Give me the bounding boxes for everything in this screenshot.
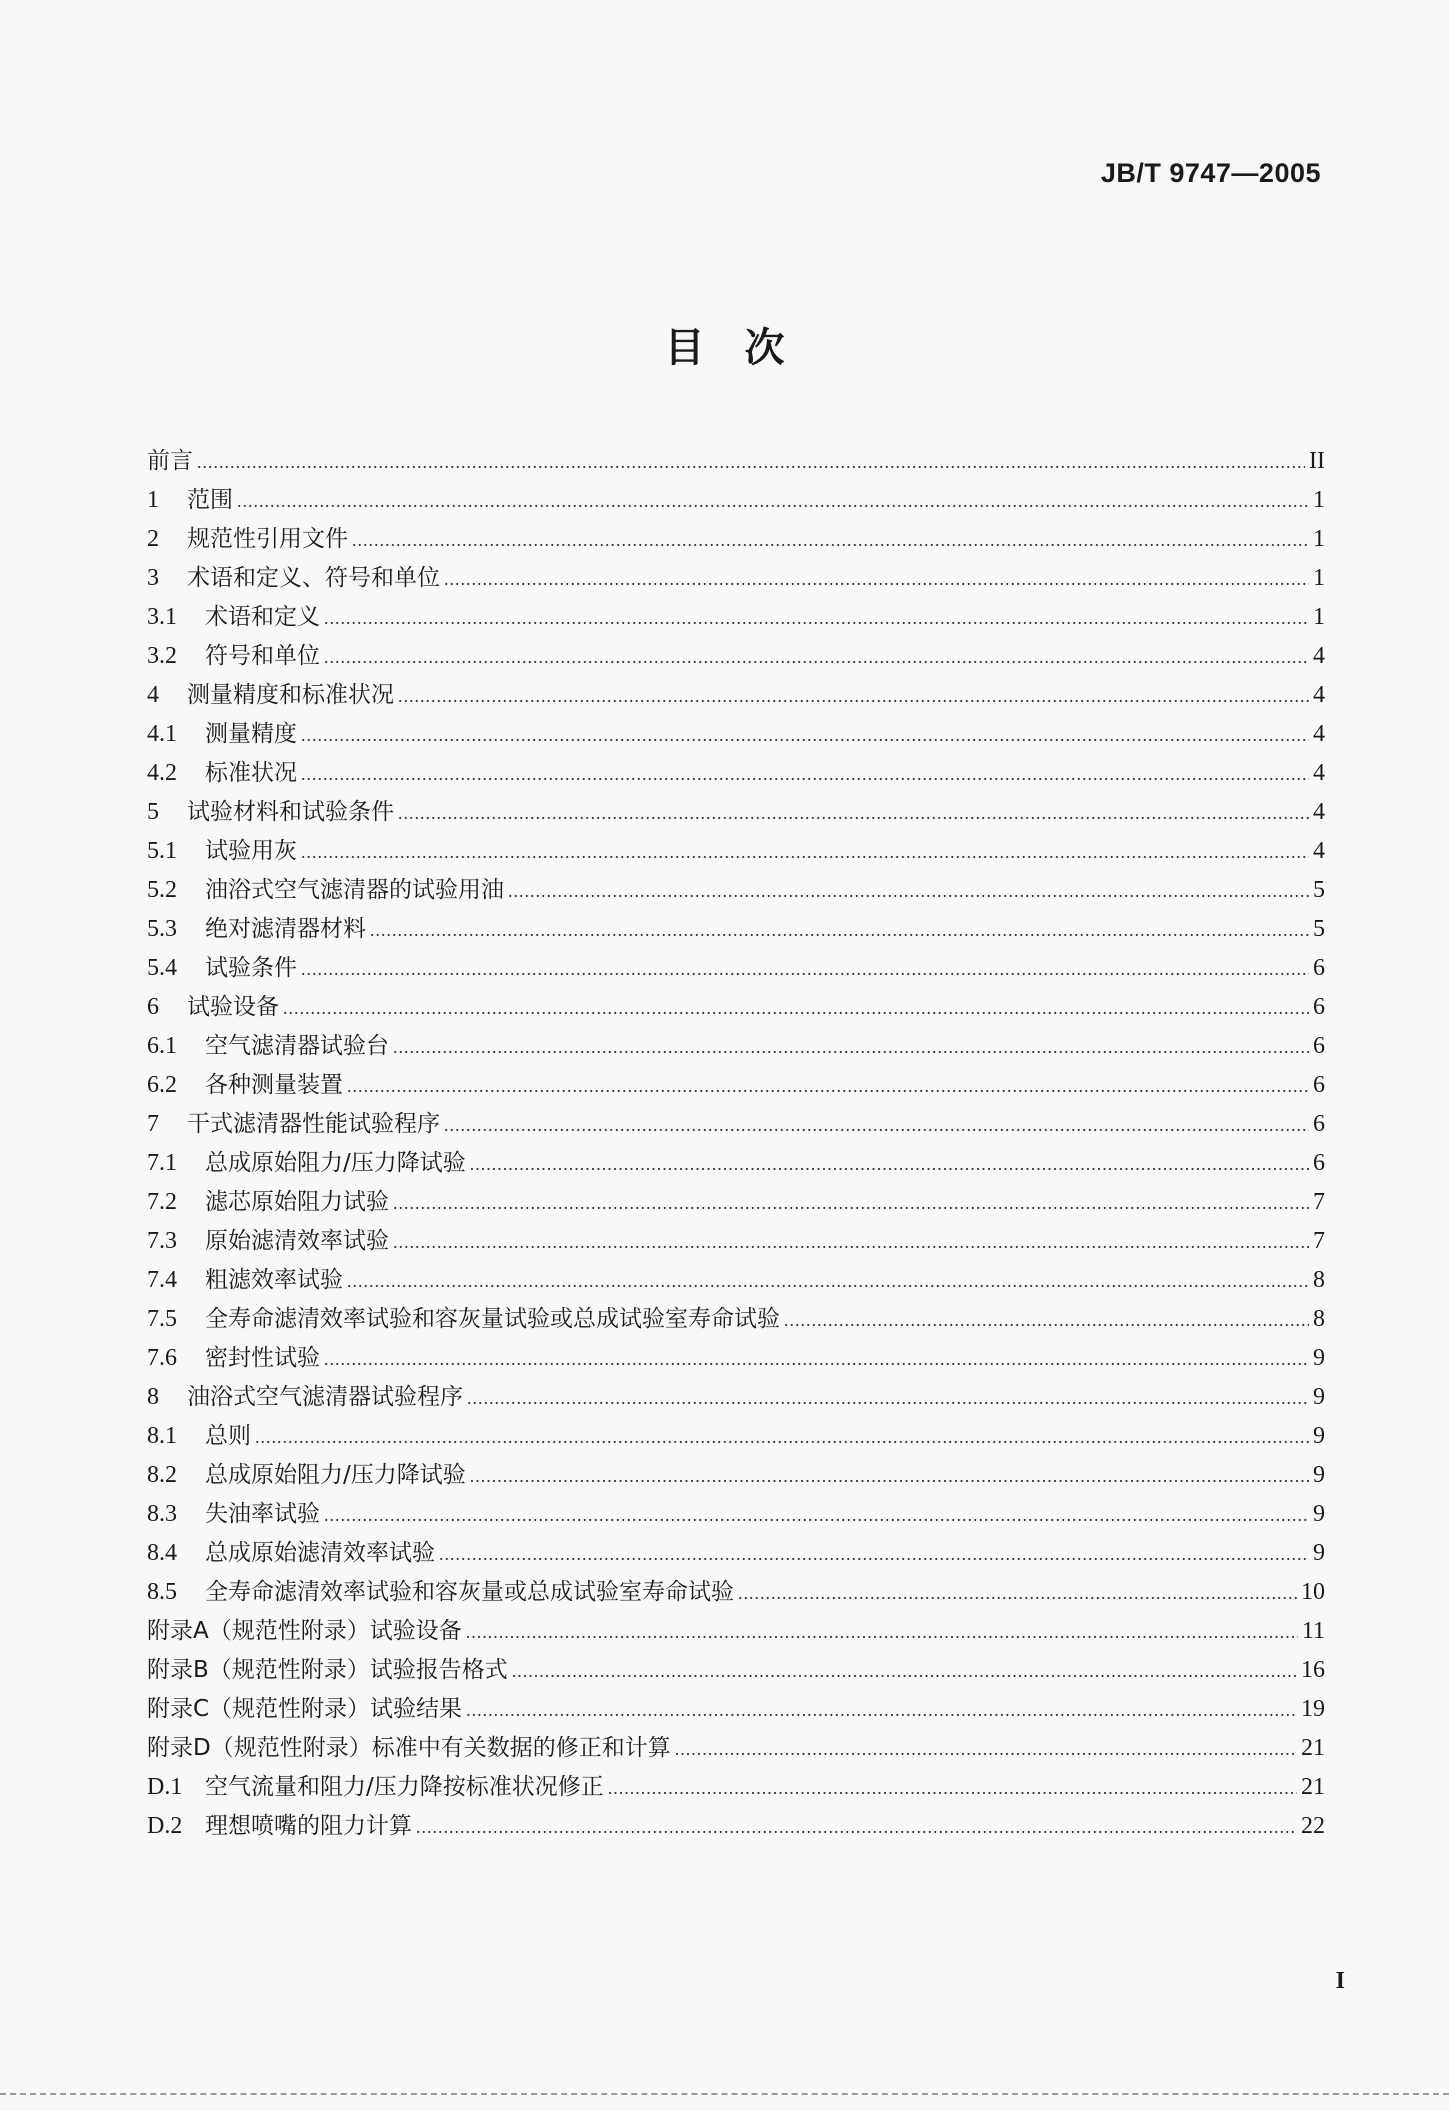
toc-entry[interactable] xyxy=(147,1339,1325,1378)
toc-entry[interactable] xyxy=(147,1261,1325,1300)
toc-entry-number: 6 xyxy=(147,994,159,1020)
toc-entry[interactable] xyxy=(147,1456,1325,1495)
toc-entry[interactable] xyxy=(147,1807,1325,1846)
toc-entry-label: 粗滤效率试验 xyxy=(205,1267,343,1293)
toc-dot-leader xyxy=(347,1067,1309,1106)
toc-entry-label: 前言 xyxy=(147,448,193,474)
toc-entry-label: 术语和定义、符号和单位 xyxy=(187,565,440,591)
toc-entry-number: 8 xyxy=(147,1384,159,1410)
toc-entry-label: 试验条件 xyxy=(205,955,297,981)
toc-entry-number: 3.2 xyxy=(147,643,177,669)
toc-dot-leader xyxy=(324,1496,1309,1535)
toc-entry-label: 各种测量装置 xyxy=(205,1072,343,1098)
toc-entry-page: 6 xyxy=(1313,955,1325,981)
toc-entry-label: 符号和单位 xyxy=(205,643,320,669)
toc-entry-label: 测量精度 xyxy=(205,721,297,747)
toc-entry-number: 7 xyxy=(147,1111,159,1137)
toc-entry-page: 6 xyxy=(1313,994,1325,1020)
toc-entry-page: 9 xyxy=(1313,1462,1325,1488)
toc-entry[interactable] xyxy=(147,1495,1325,1534)
toc-dot-leader xyxy=(352,521,1309,560)
toc-entry-number: 1 xyxy=(147,487,159,513)
toc-entry[interactable] xyxy=(147,1729,1325,1768)
toc-entry-page: 4 xyxy=(1313,799,1325,825)
toc-entry-number: 8.4 xyxy=(147,1540,177,1566)
toc-dot-leader xyxy=(439,1535,1309,1574)
toc-entry-page: 5 xyxy=(1313,877,1325,903)
table-of-contents xyxy=(147,442,1325,1846)
toc-entry[interactable] xyxy=(147,754,1325,793)
toc-entry-label: 总则 xyxy=(205,1423,251,1449)
toc-entry-page: 6 xyxy=(1313,1150,1325,1176)
toc-entry[interactable] xyxy=(147,988,1325,1027)
toc-entry-page: 5 xyxy=(1313,916,1325,942)
toc-entry-label: 总成原始阻力/压力降试验 xyxy=(205,1150,466,1176)
toc-entry-page: 1 xyxy=(1313,565,1325,591)
toc-entry[interactable] xyxy=(147,637,1325,676)
toc-entry-label: 总成原始滤清效率试验 xyxy=(205,1540,435,1566)
toc-entry-page: 7 xyxy=(1313,1228,1325,1254)
toc-entry-page: 6 xyxy=(1313,1033,1325,1059)
toc-entry-label: 失油率试验 xyxy=(205,1501,320,1527)
toc-entry[interactable] xyxy=(147,871,1325,910)
toc-dot-leader xyxy=(370,911,1309,950)
toc-entry-number: 4.1 xyxy=(147,721,177,747)
toc-entry-number: 4.2 xyxy=(147,760,177,786)
toc-entry[interactable] xyxy=(147,1222,1325,1261)
toc-entry-number: 7.6 xyxy=(147,1345,177,1371)
toc-entry[interactable] xyxy=(147,1534,1325,1573)
toc-entry-number: 7.3 xyxy=(147,1228,177,1254)
toc-entry-page: 22 xyxy=(1301,1813,1325,1839)
toc-entry-page: 4 xyxy=(1313,682,1325,708)
toc-entry-label: 总成原始阻力/压力降试验 xyxy=(205,1462,466,1488)
toc-dot-leader xyxy=(444,1106,1309,1145)
toc-entry-page: 21 xyxy=(1301,1735,1325,1761)
toc-entry-label: 原始滤清效率试验 xyxy=(205,1228,389,1254)
toc-entry-label: 附录C（规范性附录）试验结果 xyxy=(147,1696,463,1722)
toc-dot-leader xyxy=(398,677,1309,716)
standard-code: JB/T 9747—2005 xyxy=(1100,158,1321,188)
toc-entry-page: 4 xyxy=(1313,643,1325,669)
toc-entry-number: D.2 xyxy=(147,1813,183,1839)
toc-dot-leader xyxy=(784,1301,1309,1340)
toc-dot-leader xyxy=(466,1613,1298,1652)
toc-entry-page: 8 xyxy=(1313,1306,1325,1332)
toc-entry[interactable] xyxy=(147,481,1325,520)
toc-entry[interactable] xyxy=(147,1417,1325,1456)
toc-entry-label: 测量精度和标准状况 xyxy=(187,682,394,708)
toc-dot-leader xyxy=(470,1457,1309,1496)
toc-entry-number: 5.1 xyxy=(147,838,177,864)
toc-dot-leader xyxy=(324,1340,1309,1379)
toc-entry-label: 规范性引用文件 xyxy=(187,526,348,552)
toc-entry-label: 油浴式空气滤清器的试验用油 xyxy=(205,877,504,903)
toc-entry[interactable] xyxy=(147,910,1325,949)
toc-entry-number: 7.1 xyxy=(147,1150,177,1176)
toc-entry-number: 6.2 xyxy=(147,1072,177,1098)
toc-dot-leader xyxy=(324,599,1309,638)
toc-entry[interactable] xyxy=(147,520,1325,559)
toc-entry-label: 标准状况 xyxy=(205,760,297,786)
toc-dot-leader xyxy=(393,1028,1309,1067)
toc-entry[interactable] xyxy=(147,832,1325,871)
toc-dot-leader xyxy=(398,794,1309,833)
toc-entry[interactable] xyxy=(147,559,1325,598)
toc-entry-page: 9 xyxy=(1313,1423,1325,1449)
toc-entry-number: 5.3 xyxy=(147,916,177,942)
toc-dot-leader xyxy=(237,482,1309,521)
toc-entry-page: 9 xyxy=(1313,1345,1325,1371)
toc-dot-leader xyxy=(512,1652,1297,1691)
toc-entry[interactable] xyxy=(147,1612,1325,1651)
toc-entry-label: 空气流量和阻力/压力降按标准状况修正 xyxy=(205,1774,604,1800)
toc-dot-leader xyxy=(301,755,1309,794)
toc-entry-number: 5 xyxy=(147,799,159,825)
toc-dot-leader xyxy=(255,1418,1309,1457)
toc-dot-leader xyxy=(675,1730,1297,1769)
toc-entry-label: 试验用灰 xyxy=(205,838,297,864)
toc-entry-page: 1 xyxy=(1313,604,1325,630)
toc-entry[interactable] xyxy=(147,1768,1325,1807)
toc-entry[interactable] xyxy=(147,1027,1325,1066)
toc-entry-number: 8.1 xyxy=(147,1423,177,1449)
toc-entry[interactable] xyxy=(147,1066,1325,1105)
toc-entry-label: 术语和定义 xyxy=(205,604,320,630)
toc-dot-leader xyxy=(416,1808,1297,1847)
toc-entry-page: 21 xyxy=(1301,1774,1325,1800)
toc-entry[interactable] xyxy=(147,949,1325,988)
toc-title: 目 次 xyxy=(664,325,785,371)
toc-entry-label: 理想喷嘴的阻力计算 xyxy=(205,1813,412,1839)
toc-entry-page: 9 xyxy=(1313,1501,1325,1527)
toc-entry-page: 10 xyxy=(1301,1579,1325,1605)
toc-entry[interactable] xyxy=(147,1651,1325,1690)
toc-entry-label: 空气滤清器试验台 xyxy=(205,1033,389,1059)
toc-entry-page: II xyxy=(1309,448,1325,474)
toc-entry-number: 5.4 xyxy=(147,955,177,981)
toc-dot-leader xyxy=(444,560,1309,599)
toc-entry[interactable] xyxy=(147,793,1325,832)
toc-entry-page: 11 xyxy=(1301,1618,1325,1644)
toc-entry[interactable] xyxy=(147,598,1325,637)
toc-entry[interactable] xyxy=(147,442,1325,481)
toc-entry-page: 6 xyxy=(1313,1072,1325,1098)
toc-dot-leader xyxy=(738,1574,1297,1613)
toc-entry-label: 密封性试验 xyxy=(205,1345,320,1371)
toc-entry-number: 3.1 xyxy=(147,604,177,630)
toc-entry-label: 滤芯原始阻力试验 xyxy=(205,1189,389,1215)
page-number: I xyxy=(1335,1968,1345,1994)
toc-entry[interactable] xyxy=(147,715,1325,754)
toc-entry-number: 8.3 xyxy=(147,1501,177,1527)
toc-entry-page: 7 xyxy=(1313,1189,1325,1215)
toc-entry-label: 试验材料和试验条件 xyxy=(187,799,394,825)
toc-entry-page: 4 xyxy=(1313,760,1325,786)
toc-entry-page: 4 xyxy=(1313,721,1325,747)
toc-dot-leader xyxy=(393,1223,1309,1262)
toc-entry-label: 全寿命滤清效率试验和容灰量试验或总成试验室寿命试验 xyxy=(205,1306,780,1332)
toc-dot-leader xyxy=(301,950,1309,989)
toc-entry[interactable] xyxy=(147,1144,1325,1183)
toc-entry-number: 4 xyxy=(147,682,159,708)
toc-entry-number: 6.1 xyxy=(147,1033,177,1059)
toc-dot-leader xyxy=(466,1691,1297,1730)
toc-dot-leader xyxy=(197,443,1305,482)
toc-dot-leader xyxy=(393,1184,1309,1223)
toc-entry-label: 范围 xyxy=(187,487,233,513)
toc-entry-page: 9 xyxy=(1313,1384,1325,1410)
toc-entry-label: 干式滤清器性能试验程序 xyxy=(187,1111,440,1137)
toc-entry[interactable] xyxy=(147,1300,1325,1339)
toc-dot-leader xyxy=(347,1262,1309,1301)
toc-dot-leader xyxy=(283,989,1309,1028)
toc-entry[interactable] xyxy=(147,1105,1325,1144)
toc-dot-leader xyxy=(608,1769,1297,1808)
toc-entry-label: 附录A（规范性附录）试验设备 xyxy=(147,1618,462,1644)
toc-entry[interactable] xyxy=(147,676,1325,715)
toc-entry-number: 8.2 xyxy=(147,1462,177,1488)
toc-entry-number: 2 xyxy=(147,526,159,552)
toc-entry-page: 16 xyxy=(1301,1657,1325,1683)
toc-dot-leader xyxy=(324,638,1309,677)
toc-entry-label: 全寿命滤清效率试验和容灰量或总成试验室寿命试验 xyxy=(205,1579,734,1605)
toc-entry-label: 绝对滤清器材料 xyxy=(205,916,366,942)
toc-entry-label: 附录D（规范性附录）标准中有关数据的修正和计算 xyxy=(147,1735,671,1761)
toc-dot-leader xyxy=(467,1379,1309,1418)
toc-entry-number: 7.2 xyxy=(147,1189,177,1215)
toc-dot-leader xyxy=(301,716,1309,755)
toc-entry[interactable] xyxy=(147,1183,1325,1222)
toc-entry-page: 1 xyxy=(1313,526,1325,552)
toc-entry[interactable] xyxy=(147,1573,1325,1612)
toc-dot-leader xyxy=(470,1145,1309,1184)
toc-entry-number: 5.2 xyxy=(147,877,177,903)
toc-entry-page: 4 xyxy=(1313,838,1325,864)
toc-entry-number: D.1 xyxy=(147,1774,183,1800)
bottom-rule xyxy=(0,2093,1449,2095)
toc-dot-leader xyxy=(508,872,1309,911)
toc-entry-label: 油浴式空气滤清器试验程序 xyxy=(187,1384,463,1410)
toc-entry[interactable] xyxy=(147,1378,1325,1417)
toc-entry-number: 7.4 xyxy=(147,1267,177,1293)
toc-entry-label: 附录B（规范性附录）试验报告格式 xyxy=(147,1657,508,1683)
toc-entry-number: 8.5 xyxy=(147,1579,177,1605)
toc-entry-page: 8 xyxy=(1313,1267,1325,1293)
toc-dot-leader xyxy=(301,833,1309,872)
toc-entry-page: 1 xyxy=(1313,487,1325,513)
toc-entry[interactable] xyxy=(147,1690,1325,1729)
toc-entry-label: 试验设备 xyxy=(187,994,279,1020)
toc-entry-page: 19 xyxy=(1301,1696,1325,1722)
toc-entry-number: 7.5 xyxy=(147,1306,177,1332)
toc-entry-number: 3 xyxy=(147,565,159,591)
toc-entry-page: 9 xyxy=(1313,1540,1325,1566)
toc-entry-page: 6 xyxy=(1313,1111,1325,1137)
